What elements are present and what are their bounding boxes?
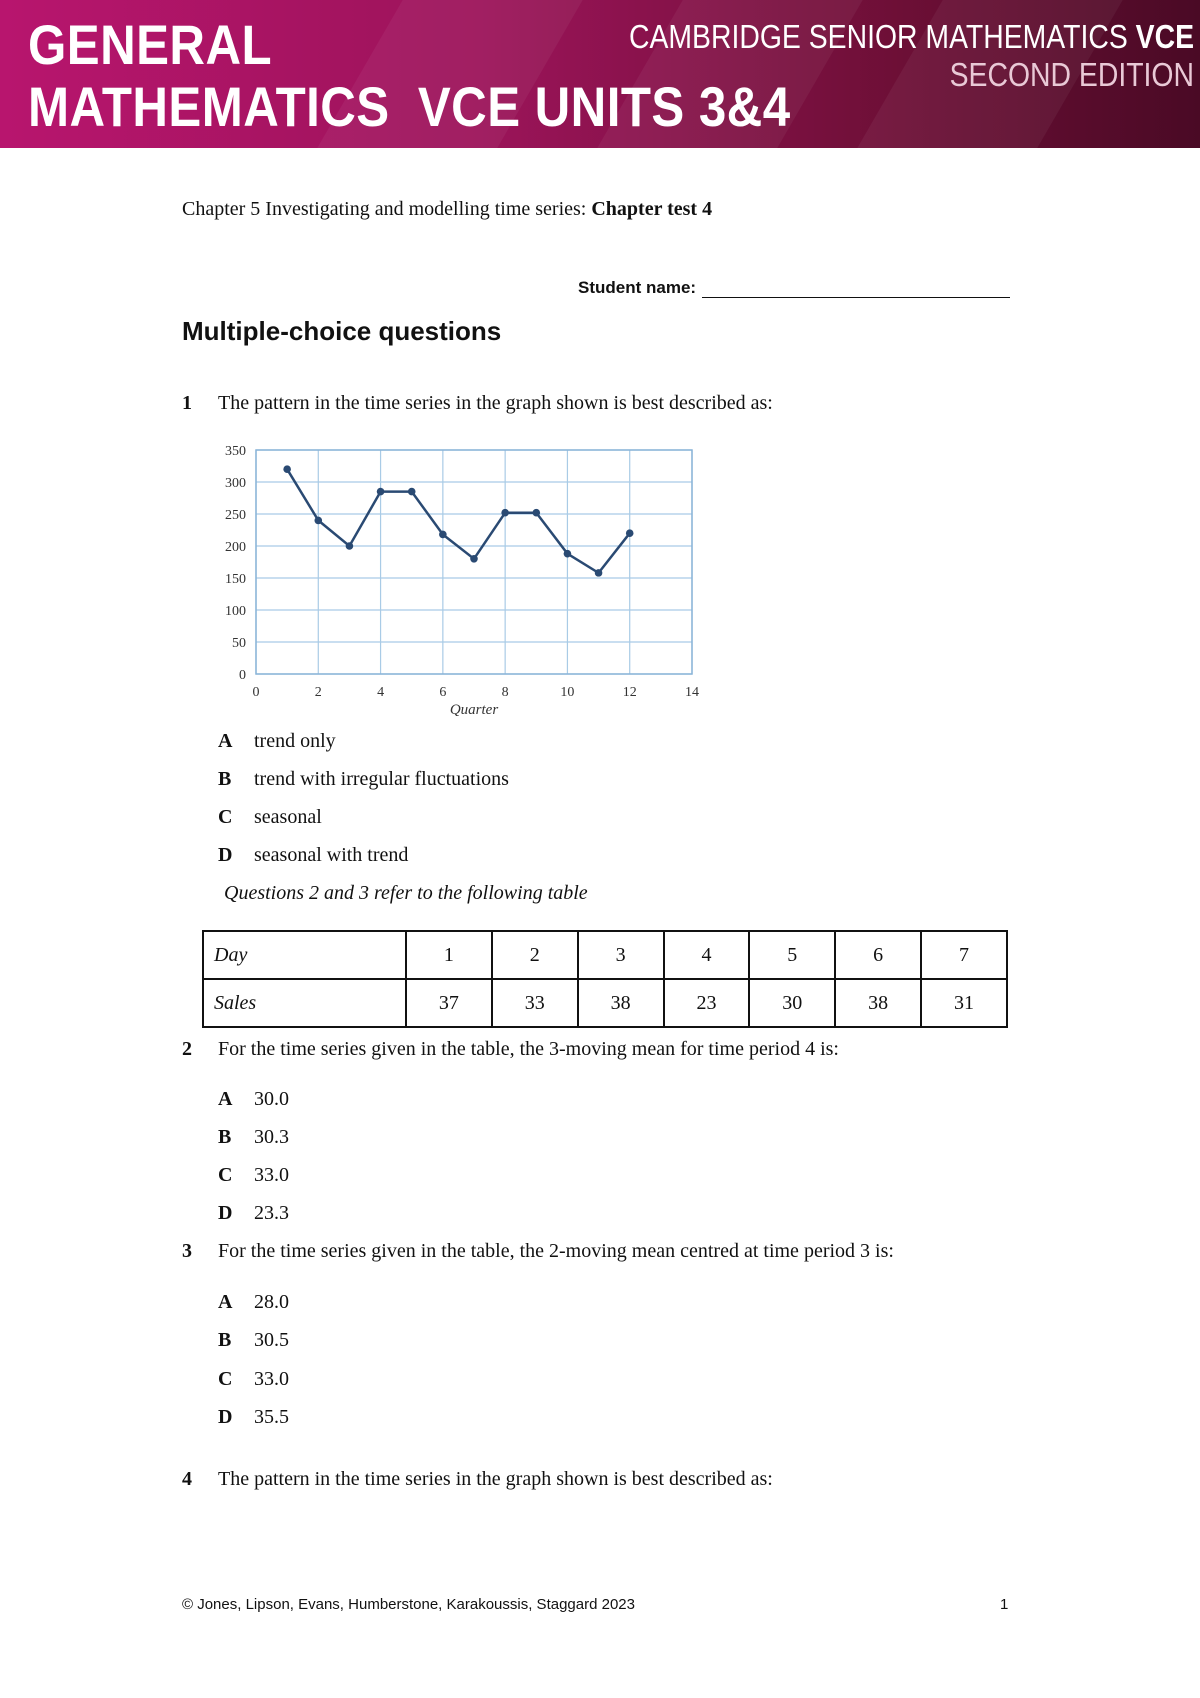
question-number: 3 xyxy=(182,1240,192,1262)
series-name: CAMBRIDGE SENIOR MATHEMATICS xyxy=(628,18,1136,55)
table-row xyxy=(203,979,1007,1027)
chart-point xyxy=(501,509,509,517)
table-cell: 2 xyxy=(492,931,578,979)
edition: SECOND EDITION xyxy=(949,56,1194,93)
option-letter: A xyxy=(218,730,233,752)
series-vce: VCE xyxy=(1135,18,1194,55)
chart-x-tick-label: 12 xyxy=(622,685,637,700)
row-label-day: Day xyxy=(203,931,406,979)
option-text: seasonal xyxy=(254,806,322,828)
chart-x-tick-label: 0 xyxy=(252,685,260,700)
q1-option-a[interactable] xyxy=(218,730,336,753)
chart-x-tick-label: 14 xyxy=(685,685,699,700)
chart-y-tick-label: 150 xyxy=(225,572,246,587)
chart-x-tick-label: 4 xyxy=(377,685,385,700)
table-cell: 38 xyxy=(578,979,664,1027)
chapter-title: Chapter 5 Investigating and modelling time series: xyxy=(182,198,592,220)
book-title-line2: MATHEMATICS VCE UNITS 3&4 xyxy=(28,75,791,138)
copyright-footer: © Jones, Lipson, Evans, Humberstone, Karakoussis, Staggard 2023 xyxy=(182,1596,635,1613)
q2-option-d[interactable] xyxy=(218,1202,289,1225)
chart-y-tick-label: 200 xyxy=(225,540,246,555)
chart-x-label: Quarter xyxy=(449,702,499,716)
student-name-field xyxy=(578,278,1010,298)
option-text: trend only xyxy=(254,730,336,752)
chart-y-tick-label: 250 xyxy=(225,508,246,523)
chart-x-tick-label: 2 xyxy=(314,685,322,700)
table-cell: 5 xyxy=(749,931,835,979)
option-text: 23.3 xyxy=(254,1202,289,1224)
option-letter: A xyxy=(218,1291,233,1313)
table-cell: 3 xyxy=(578,931,664,979)
option-text: 33.0 xyxy=(254,1368,289,1390)
table-cell: 7 xyxy=(921,931,1007,979)
chart-point xyxy=(532,509,540,517)
option-letter: D xyxy=(218,844,233,866)
question-number: 4 xyxy=(182,1468,192,1490)
chart-y-tick-label: 50 xyxy=(232,636,246,651)
question-text: For the time series given in the table, the 2-moving mean centred at time period 3 is: xyxy=(218,1240,894,1262)
table-cell: 6 xyxy=(835,931,921,979)
option-letter: B xyxy=(218,768,232,790)
chart-point xyxy=(470,555,478,563)
table-cell: 30 xyxy=(749,979,835,1027)
row-label-sales: Sales xyxy=(203,979,406,1027)
table-row xyxy=(203,931,1007,979)
option-text: 30.5 xyxy=(254,1329,289,1351)
table-cell: 37 xyxy=(406,979,492,1027)
table-reference-note: Questions 2 and 3 refer to the following table xyxy=(224,882,588,904)
table-cell: 1 xyxy=(406,931,492,979)
question-1 xyxy=(182,392,773,415)
chapter-heading xyxy=(182,198,712,221)
chart-point xyxy=(283,465,291,473)
chart-point xyxy=(346,542,354,550)
option-text: seasonal with trend xyxy=(254,844,409,866)
option-letter: D xyxy=(218,1202,233,1224)
chart-series-line xyxy=(287,469,630,573)
option-letter: A xyxy=(218,1088,233,1110)
option-letter: B xyxy=(218,1126,232,1148)
table-cell: 38 xyxy=(835,979,921,1027)
question-number: 2 xyxy=(182,1038,192,1060)
chart-point xyxy=(314,517,322,525)
book-title-line1: GENERAL xyxy=(28,13,273,76)
banner xyxy=(0,0,1200,148)
q3-option-d[interactable] xyxy=(218,1406,289,1429)
question-4 xyxy=(182,1468,773,1491)
table-cell: 4 xyxy=(664,931,750,979)
q1-option-b[interactable] xyxy=(218,768,509,791)
table-cell: 31 xyxy=(921,979,1007,1027)
chart-x-tick-label: 10 xyxy=(560,685,575,700)
chart-y-tick-label: 300 xyxy=(225,476,246,491)
q3-option-a[interactable] xyxy=(218,1291,289,1314)
q2-option-c[interactable] xyxy=(218,1164,289,1187)
question-2 xyxy=(182,1038,839,1061)
chart-point xyxy=(408,488,416,496)
option-letter: D xyxy=(218,1406,233,1428)
chart-x-tick-label: 8 xyxy=(501,685,509,700)
question-text: The pattern in the time series in the graph shown is best described as: xyxy=(218,392,773,414)
q1-option-c[interactable] xyxy=(218,806,322,829)
student-name-blank[interactable] xyxy=(702,279,1010,298)
option-text: trend with irregular fluctuations xyxy=(254,768,509,790)
question-3 xyxy=(182,1240,894,1263)
chart-y-tick-label: 0 xyxy=(239,668,246,683)
chart-x-ticks xyxy=(253,685,700,700)
option-letter: C xyxy=(218,806,233,828)
chart-x-tick-label: 6 xyxy=(439,685,447,700)
chart-y-tick-label: 350 xyxy=(225,444,246,459)
option-text: 35.5 xyxy=(254,1406,289,1428)
chart-point xyxy=(377,488,385,496)
option-text: 33.0 xyxy=(254,1164,289,1186)
q2-option-b[interactable] xyxy=(218,1126,289,1149)
option-letter: C xyxy=(218,1164,233,1186)
student-name-label: Student name: xyxy=(578,278,697,297)
test-title: Chapter test 4 xyxy=(591,198,713,220)
sales-table xyxy=(202,930,1008,1028)
table-cell: 33 xyxy=(492,979,578,1027)
q3-option-b[interactable] xyxy=(218,1329,289,1352)
page-number: 1 xyxy=(1000,1596,1009,1613)
section-title: Multiple-choice questions xyxy=(182,316,502,346)
series-title xyxy=(629,18,1194,94)
chart-y-ticks xyxy=(225,444,246,683)
q1-option-d[interactable] xyxy=(218,844,408,867)
q2-option-a[interactable] xyxy=(218,1088,289,1111)
option-letter: C xyxy=(218,1368,233,1390)
chart-point xyxy=(564,550,572,558)
question-number: 1 xyxy=(182,392,192,414)
q3-option-c[interactable] xyxy=(218,1368,289,1391)
question-text: For the time series given in the table, the 3-moving mean for time period 4 is: xyxy=(218,1038,839,1060)
chart-point xyxy=(595,569,603,577)
option-text: 30.0 xyxy=(254,1088,289,1110)
chart-point xyxy=(626,529,634,537)
time-series-chart xyxy=(210,436,710,716)
option-text: 30.3 xyxy=(254,1126,289,1148)
question-text: The pattern in the time series in the graph shown is best described as: xyxy=(218,1468,773,1490)
chart-point xyxy=(439,531,447,539)
chart-y-tick-label: 100 xyxy=(225,604,246,619)
table-cell: 23 xyxy=(664,979,750,1027)
option-text: 28.0 xyxy=(254,1291,289,1313)
option-letter: B xyxy=(218,1329,232,1351)
